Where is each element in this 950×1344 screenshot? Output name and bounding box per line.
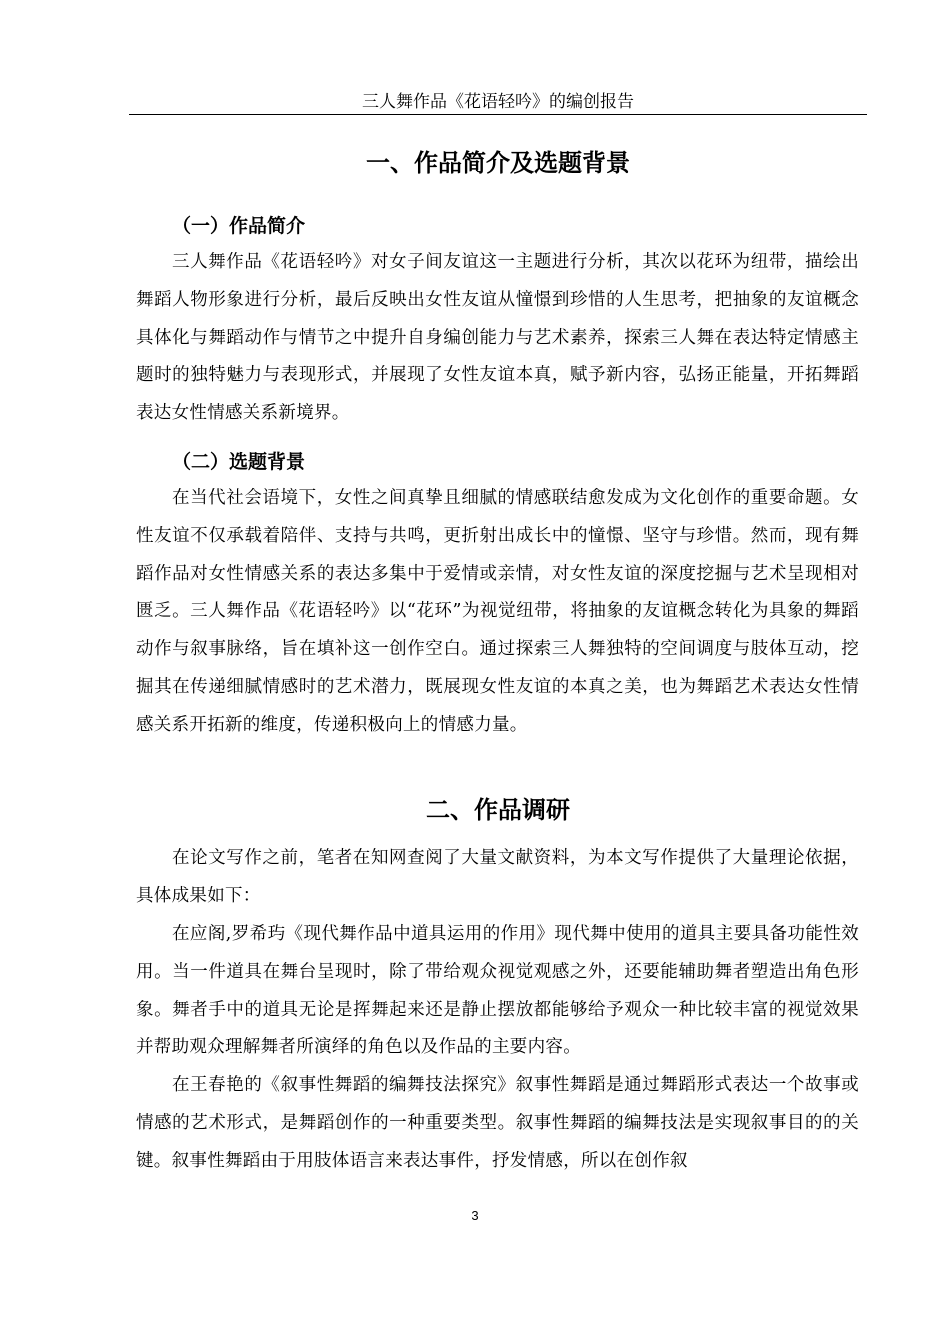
running-header: 三人舞作品《花语轻吟》的编创报告: [362, 92, 634, 112]
paragraph-work-intro: 三人舞作品《花语轻吟》对女子间友谊这一主题进行分析，其次以花环为纽带，描绘出舞蹈人物形象进行分析，最后反映出女性友谊从憧憬到珍惜的人生思考，把抽象的友谊概念具体化与舞蹈动作与情节之中提升自身编创能力与艺术素养，探索三人舞在表达特定情感主题时的独特魅力与表现形式，并展现了女性友谊本真，赋予新内容，弘扬正能量，开拓舞蹈表达女性情感关系新境界。: [136, 252, 859, 424]
paragraph-background: 在当代社会语境下，女性之间真挚且细腻的情感联结愈发成为文化创作的重要命题。女性友谊不仅承载着陪伴、支持与共鸣，更折射出成长中的憧憬、坚守与珍惜。然而，现有舞蹈作品对女性情感关系的表达多集中于爱情或亲情，对女性友谊的深度挖掘与艺术呈现相对匮乏。三人舞作品《花语轻吟》以“花环”为视觉纽带，将抽象的友谊概念转化为具象的舞蹈动作与叙事脉络，旨在填补这一创作空白。通过探索三人舞独特的空间调度与肢体互动，挖掘其在传递细腻情感时的艺术潜力，既展现女性友谊的本真之美，也为舞蹈艺术表达女性情感关系开拓新的维度，传递积极向上的情感力量。: [136, 488, 859, 735]
subsection-heading-work-intro: （一）作品简介: [172, 215, 306, 237]
page-number: 3: [471, 1208, 479, 1223]
section-heading-2: 二、作品调研: [426, 796, 570, 824]
section-heading-1: 一、作品简介及选题背景: [366, 149, 630, 177]
paragraph-research-props: 在应阁,罗希玙《现代舞作品中道具运用的作用》现代舞中使用的道具主要具备功能性效用。当一件道具在舞台呈现时，除了带给观众视觉观感之外，还要能辅助舞者塑造出角色形象。舞者手中的道具无论是挥舞起来还是静止摆放都能够给予观众一种比较丰富的视觉效果并帮助观众理解舞者所演绎的角色以及作品的主要内容。: [136, 924, 859, 1058]
paragraph-research-narrative: 在王春艳的《叙事性舞蹈的编舞技法探究》叙事性舞蹈是通过舞蹈形式表达一个故事或情感的艺术形式，是舞蹈创作的一种重要类型。叙事性舞蹈的编舞技法是实现叙事目的的关键。叙事性舞蹈由于用肢体语言来表达事件，抒发情感，所以在创作叙: [136, 1075, 859, 1171]
subsection-heading-background: （二）选题背景: [172, 451, 306, 473]
header-rule: [129, 114, 867, 115]
paragraph-research-intro: 在论文写作之前，笔者在知网查阅了大量文献资料，为本文写作提供了大量理论依据，具体成果如下：: [136, 848, 859, 906]
